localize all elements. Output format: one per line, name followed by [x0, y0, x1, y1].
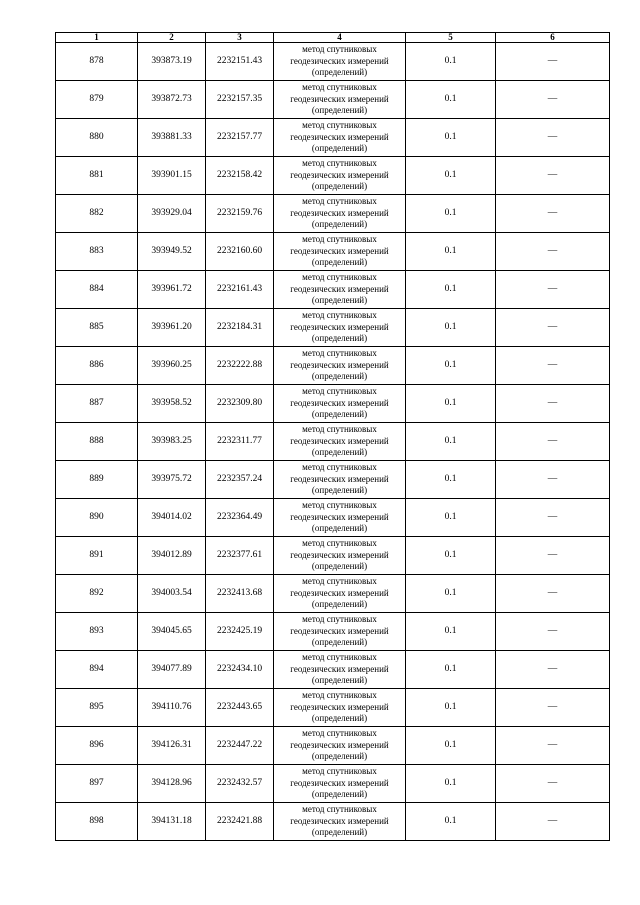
- table-row: [56, 613, 610, 651]
- method-line-2: геодезических измерений: [290, 245, 389, 256]
- method-line-2: геодезических измерений: [290, 397, 389, 408]
- method-cell: [274, 271, 406, 309]
- method-line-3: (определений): [311, 751, 368, 762]
- y-coordinate-cell: 2232421.88: [206, 803, 274, 841]
- method-cell: [274, 233, 406, 271]
- method-cell: [274, 81, 406, 119]
- method-line-1: метод спутниковых: [302, 386, 377, 397]
- x-coordinate-cell: 394128.96: [138, 765, 206, 803]
- method-line-1: метод спутниковых: [302, 500, 377, 511]
- y-coordinate-cell: 2232413.68: [206, 575, 274, 613]
- note-cell: [496, 385, 610, 423]
- note-cell: [496, 727, 610, 765]
- note-cell: [496, 81, 610, 119]
- y-coordinate-cell: 2232311.77: [206, 423, 274, 461]
- accuracy-cell: 0.1: [406, 119, 496, 157]
- method-line-1: метод спутниковых: [302, 652, 377, 663]
- method-line-2: геодезических измерений: [290, 359, 389, 370]
- table-row: [56, 499, 610, 537]
- note-cell: [496, 309, 610, 347]
- point-number-cell: 882: [56, 195, 138, 233]
- table-row: [56, 575, 610, 613]
- accuracy-cell: 0.1: [406, 575, 496, 613]
- accuracy-cell: 0.1: [406, 81, 496, 119]
- point-number-cell: 879: [56, 81, 138, 119]
- table-row: [56, 461, 610, 499]
- method-line-1: метод спутниковых: [302, 804, 377, 815]
- method-line-3: (определений): [311, 485, 368, 496]
- y-coordinate-cell: 2232432.57: [206, 765, 274, 803]
- table-row: [56, 271, 610, 309]
- accuracy-cell: 0.1: [406, 309, 496, 347]
- y-coordinate-cell: 2232434.10: [206, 651, 274, 689]
- method-line-1: метод спутниковых: [302, 44, 377, 55]
- method-line-3: (определений): [311, 713, 368, 724]
- method-cell: [274, 309, 406, 347]
- x-coordinate-cell: 394131.18: [138, 803, 206, 841]
- accuracy-cell: 0.1: [406, 499, 496, 537]
- x-coordinate-cell: 393881.33: [138, 119, 206, 157]
- note-cell: [496, 271, 610, 309]
- header-col-4: 4: [274, 33, 406, 43]
- method-line-3: (определений): [311, 789, 368, 800]
- point-number-cell: 891: [56, 537, 138, 575]
- method-line-1: метод спутниковых: [302, 196, 377, 207]
- method-line-3: (определений): [311, 143, 368, 154]
- dash-mark: —: [547, 664, 558, 674]
- method-line-3: (определений): [311, 409, 368, 420]
- table-row: [56, 195, 610, 233]
- method-line-2: геодезических измерений: [290, 473, 389, 484]
- dash-mark: —: [547, 56, 558, 66]
- y-coordinate-cell: 2232309.80: [206, 385, 274, 423]
- y-coordinate-cell: 2232443.65: [206, 689, 274, 727]
- method-line-2: геодезических измерений: [290, 587, 389, 598]
- dash-mark: —: [547, 360, 558, 370]
- point-number-cell: 880: [56, 119, 138, 157]
- method-line-1: метод спутниковых: [302, 766, 377, 777]
- method-line-1: метод спутниковых: [302, 348, 377, 359]
- point-number-cell: 884: [56, 271, 138, 309]
- method-line-1: метод спутниковых: [302, 272, 377, 283]
- dash-mark: —: [547, 246, 558, 256]
- dash-mark: —: [547, 512, 558, 522]
- y-coordinate-cell: 2232157.35: [206, 81, 274, 119]
- method-line-2: геодезических измерений: [290, 131, 389, 142]
- point-number-cell: 895: [56, 689, 138, 727]
- method-cell: [274, 765, 406, 803]
- table-row: [56, 537, 610, 575]
- header-row: [56, 33, 610, 43]
- y-coordinate-cell: 2232159.76: [206, 195, 274, 233]
- table-row: [56, 385, 610, 423]
- table-row: [56, 689, 610, 727]
- method-line-3: (определений): [311, 67, 368, 78]
- x-coordinate-cell: 393873.19: [138, 43, 206, 81]
- point-number-cell: 892: [56, 575, 138, 613]
- method-line-3: (определений): [311, 181, 368, 192]
- method-line-3: (определений): [311, 523, 368, 534]
- method-line-2: геодезических измерений: [290, 283, 389, 294]
- note-cell: [496, 803, 610, 841]
- point-number-cell: 881: [56, 157, 138, 195]
- accuracy-cell: 0.1: [406, 157, 496, 195]
- method-line-2: геодезических измерений: [290, 511, 389, 522]
- accuracy-cell: 0.1: [406, 765, 496, 803]
- table-row: [56, 803, 610, 841]
- x-coordinate-cell: 394045.65: [138, 613, 206, 651]
- dash-mark: —: [547, 778, 558, 788]
- method-line-2: геодезических измерений: [290, 815, 389, 826]
- method-line-1: метод спутниковых: [302, 82, 377, 93]
- coordinates-table: [55, 32, 610, 841]
- x-coordinate-cell: 393975.72: [138, 461, 206, 499]
- accuracy-cell: 0.1: [406, 347, 496, 385]
- table-row: [56, 423, 610, 461]
- method-line-1: метод спутниковых: [302, 690, 377, 701]
- table-row: [56, 651, 610, 689]
- note-cell: [496, 119, 610, 157]
- method-cell: [274, 575, 406, 613]
- method-line-1: метод спутниковых: [302, 576, 377, 587]
- header-col-6: 6: [496, 33, 610, 43]
- note-cell: [496, 43, 610, 81]
- dash-mark: —: [547, 588, 558, 598]
- method-cell: [274, 43, 406, 81]
- x-coordinate-cell: 393949.52: [138, 233, 206, 271]
- method-line-3: (определений): [311, 675, 368, 686]
- point-number-cell: 887: [56, 385, 138, 423]
- method-line-2: геодезических измерений: [290, 93, 389, 104]
- dash-mark: —: [547, 474, 558, 484]
- method-line-2: геодезических измерений: [290, 549, 389, 560]
- accuracy-cell: 0.1: [406, 195, 496, 233]
- dash-mark: —: [547, 816, 558, 826]
- accuracy-cell: 0.1: [406, 461, 496, 499]
- accuracy-cell: 0.1: [406, 537, 496, 575]
- note-cell: [496, 765, 610, 803]
- method-line-1: метод спутниковых: [302, 728, 377, 739]
- method-line-2: геодезических измерений: [290, 701, 389, 712]
- accuracy-cell: 0.1: [406, 803, 496, 841]
- x-coordinate-cell: 394003.54: [138, 575, 206, 613]
- x-coordinate-cell: 394110.76: [138, 689, 206, 727]
- method-line-1: метод спутниковых: [302, 538, 377, 549]
- note-cell: [496, 347, 610, 385]
- method-line-2: геодезических измерений: [290, 777, 389, 788]
- note-cell: [496, 689, 610, 727]
- x-coordinate-cell: 393929.04: [138, 195, 206, 233]
- point-number-cell: 883: [56, 233, 138, 271]
- table-body: [56, 43, 610, 841]
- table-row: [56, 765, 610, 803]
- method-line-1: метод спутниковых: [302, 424, 377, 435]
- method-line-2: геодезических измерений: [290, 321, 389, 332]
- method-line-3: (определений): [311, 599, 368, 610]
- method-cell: [274, 803, 406, 841]
- accuracy-cell: 0.1: [406, 43, 496, 81]
- table-row: [56, 119, 610, 157]
- x-coordinate-cell: 393958.52: [138, 385, 206, 423]
- note-cell: [496, 157, 610, 195]
- point-number-cell: 897: [56, 765, 138, 803]
- method-line-2: геодезических измерений: [290, 55, 389, 66]
- point-number-cell: 896: [56, 727, 138, 765]
- method-cell: [274, 613, 406, 651]
- table-row: [56, 157, 610, 195]
- y-coordinate-cell: 2232158.42: [206, 157, 274, 195]
- y-coordinate-cell: 2232364.49: [206, 499, 274, 537]
- table-row: [56, 309, 610, 347]
- method-line-3: (определений): [311, 219, 368, 230]
- method-line-3: (определений): [311, 333, 368, 344]
- note-cell: [496, 537, 610, 575]
- y-coordinate-cell: 2232160.60: [206, 233, 274, 271]
- note-cell: [496, 575, 610, 613]
- point-number-cell: 878: [56, 43, 138, 81]
- method-cell: [274, 461, 406, 499]
- x-coordinate-cell: 394077.89: [138, 651, 206, 689]
- dash-mark: —: [547, 208, 558, 218]
- dash-mark: —: [547, 550, 558, 560]
- table-row: [56, 347, 610, 385]
- note-cell: [496, 423, 610, 461]
- method-line-3: (определений): [311, 561, 368, 572]
- point-number-cell: 898: [56, 803, 138, 841]
- y-coordinate-cell: 2232425.19: [206, 613, 274, 651]
- accuracy-cell: 0.1: [406, 233, 496, 271]
- method-cell: [274, 537, 406, 575]
- point-number-cell: 885: [56, 309, 138, 347]
- accuracy-cell: 0.1: [406, 727, 496, 765]
- method-line-1: метод спутниковых: [302, 234, 377, 245]
- dash-mark: —: [547, 170, 558, 180]
- method-line-2: геодезических измерений: [290, 739, 389, 750]
- method-line-2: геодезических измерений: [290, 625, 389, 636]
- y-coordinate-cell: 2232184.31: [206, 309, 274, 347]
- method-line-3: (определений): [311, 257, 368, 268]
- point-number-cell: 888: [56, 423, 138, 461]
- y-coordinate-cell: 2232447.22: [206, 727, 274, 765]
- method-line-3: (определений): [311, 371, 368, 382]
- note-cell: [496, 195, 610, 233]
- method-line-2: геодезических измерений: [290, 207, 389, 218]
- point-number-cell: 893: [56, 613, 138, 651]
- dash-mark: —: [547, 322, 558, 332]
- header-col-2: 2: [138, 33, 206, 43]
- accuracy-cell: 0.1: [406, 385, 496, 423]
- x-coordinate-cell: 393960.25: [138, 347, 206, 385]
- table-row: [56, 727, 610, 765]
- dash-mark: —: [547, 398, 558, 408]
- method-cell: [274, 499, 406, 537]
- table-row: [56, 43, 610, 81]
- accuracy-cell: 0.1: [406, 423, 496, 461]
- y-coordinate-cell: 2232161.43: [206, 271, 274, 309]
- table-row: [56, 233, 610, 271]
- method-line-1: метод спутниковых: [302, 462, 377, 473]
- x-coordinate-cell: 394126.31: [138, 727, 206, 765]
- x-coordinate-cell: 393983.25: [138, 423, 206, 461]
- point-number-cell: 894: [56, 651, 138, 689]
- y-coordinate-cell: 2232357.24: [206, 461, 274, 499]
- method-line-3: (определений): [311, 447, 368, 458]
- table-row: [56, 81, 610, 119]
- dash-mark: —: [547, 132, 558, 142]
- note-cell: [496, 651, 610, 689]
- note-cell: [496, 499, 610, 537]
- method-line-3: (определений): [311, 295, 368, 306]
- method-cell: [274, 423, 406, 461]
- method-cell: [274, 195, 406, 233]
- dash-mark: —: [547, 94, 558, 104]
- method-cell: [274, 385, 406, 423]
- dash-mark: —: [547, 702, 558, 712]
- y-coordinate-cell: 2232157.77: [206, 119, 274, 157]
- point-number-cell: 886: [56, 347, 138, 385]
- header-col-1: 1: [56, 33, 138, 43]
- y-coordinate-cell: 2232377.61: [206, 537, 274, 575]
- method-cell: [274, 689, 406, 727]
- dash-mark: —: [547, 626, 558, 636]
- method-line-3: (определений): [311, 827, 368, 838]
- method-cell: [274, 157, 406, 195]
- x-coordinate-cell: 393901.15: [138, 157, 206, 195]
- dash-mark: —: [547, 436, 558, 446]
- method-line-1: метод спутниковых: [302, 310, 377, 321]
- method-line-2: геодезических измерений: [290, 435, 389, 446]
- method-line-1: метод спутниковых: [302, 158, 377, 169]
- method-line-1: метод спутниковых: [302, 120, 377, 131]
- point-number-cell: 889: [56, 461, 138, 499]
- y-coordinate-cell: 2232151.43: [206, 43, 274, 81]
- point-number-cell: 890: [56, 499, 138, 537]
- method-line-3: (определений): [311, 637, 368, 648]
- y-coordinate-cell: 2232222.88: [206, 347, 274, 385]
- x-coordinate-cell: 393961.20: [138, 309, 206, 347]
- table-header: [56, 33, 610, 43]
- header-col-3: 3: [206, 33, 274, 43]
- header-col-5: 5: [406, 33, 496, 43]
- dash-mark: —: [547, 740, 558, 750]
- note-cell: [496, 233, 610, 271]
- method-line-1: метод спутниковых: [302, 614, 377, 625]
- dash-mark: —: [547, 284, 558, 294]
- x-coordinate-cell: 393872.73: [138, 81, 206, 119]
- method-cell: [274, 651, 406, 689]
- accuracy-cell: 0.1: [406, 271, 496, 309]
- x-coordinate-cell: 393961.72: [138, 271, 206, 309]
- note-cell: [496, 613, 610, 651]
- method-cell: [274, 347, 406, 385]
- accuracy-cell: 0.1: [406, 613, 496, 651]
- method-cell: [274, 119, 406, 157]
- accuracy-cell: 0.1: [406, 651, 496, 689]
- method-line-2: геодезических измерений: [290, 169, 389, 180]
- x-coordinate-cell: 394012.89: [138, 537, 206, 575]
- method-line-3: (определений): [311, 105, 368, 116]
- method-cell: [274, 727, 406, 765]
- note-cell: [496, 461, 610, 499]
- x-coordinate-cell: 394014.02: [138, 499, 206, 537]
- accuracy-cell: 0.1: [406, 689, 496, 727]
- method-line-2: геодезических измерений: [290, 663, 389, 674]
